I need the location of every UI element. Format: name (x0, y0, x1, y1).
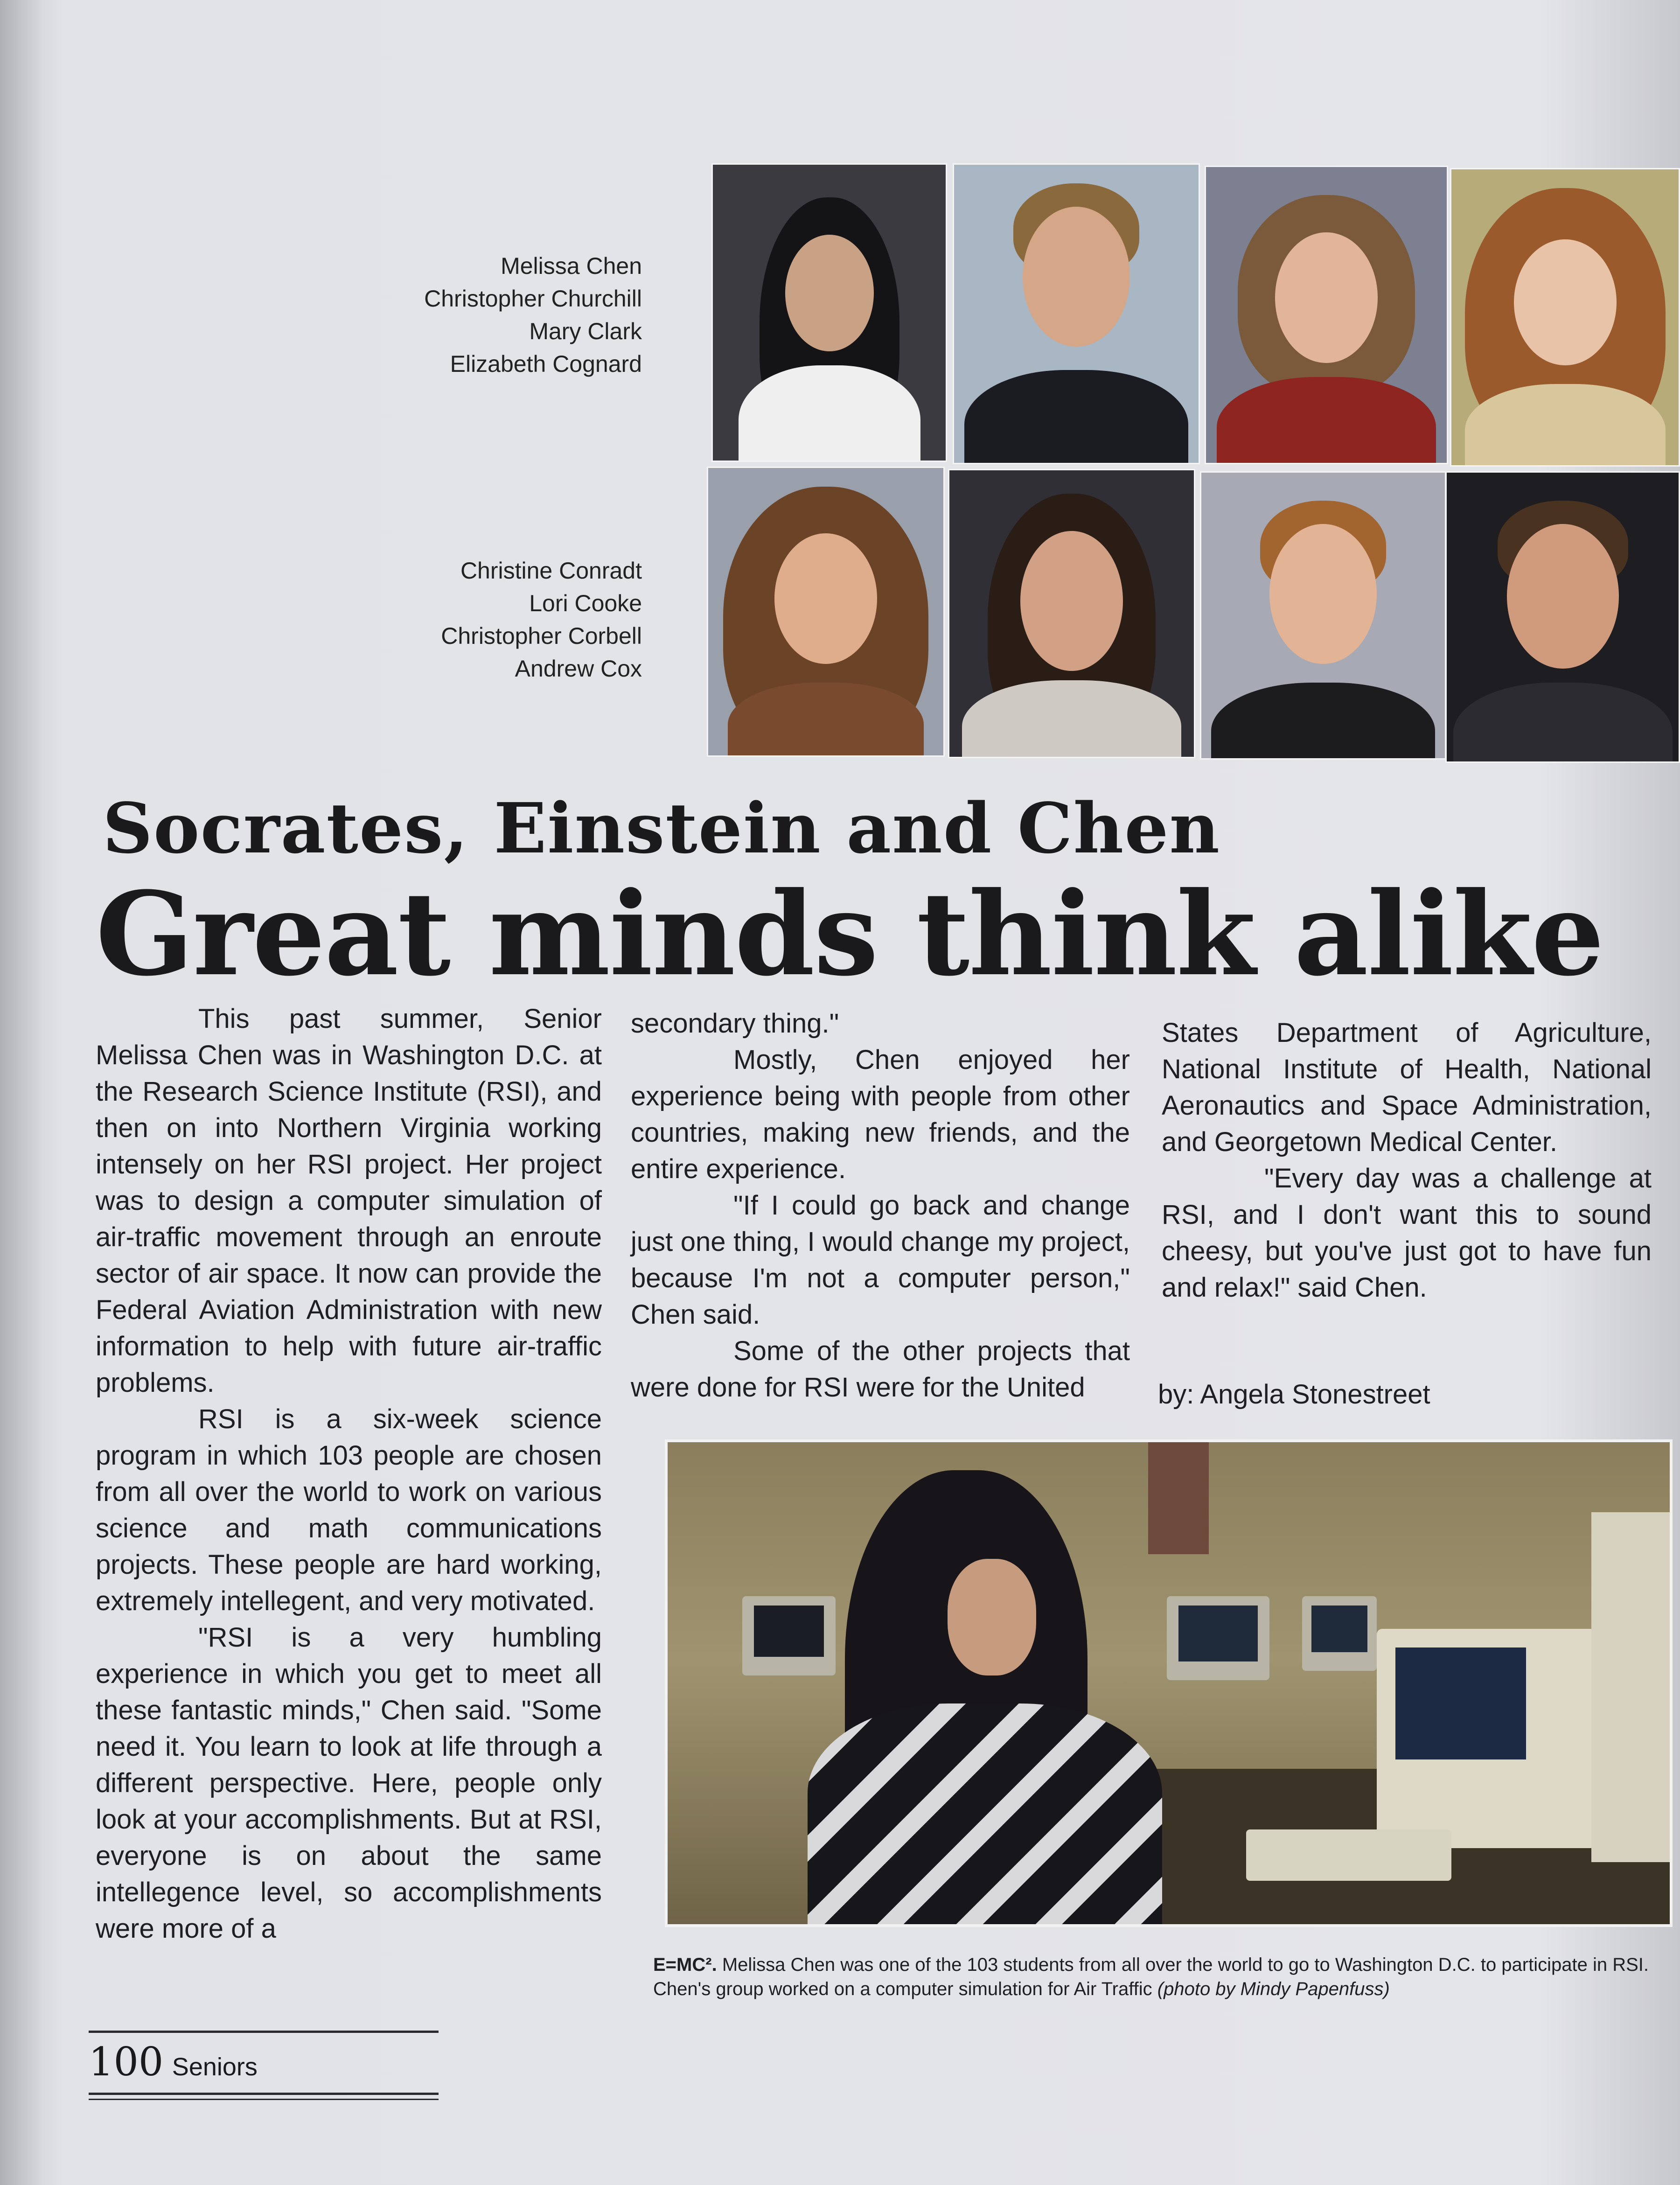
article-paragraph: "RSI is a very humbling experience in which you get to meet all these fantastic minds," Chen said. "Some need it. You learn to look at life through a different perspective. Here, people only look at your accomplishments. But at RSI, everyone is on about the same intellegence level, so accomplishments were more of a (96, 1622, 602, 1944)
article-paragraph: Mostly, Chen enjoyed her experience being with people from other countries, making new friends, and the entire experience. (631, 1045, 1130, 1184)
portrait-name: Andrew Cox (515, 656, 642, 682)
desk-computer (1302, 1596, 1377, 1671)
desk-computer (742, 1596, 836, 1675)
article-column-1 (96, 1001, 602, 1947)
portrait-names-row1 (424, 250, 642, 380)
photo-credit: (photo by Mindy Papenfuss) (1157, 1979, 1390, 1999)
portrait-name: Christopher Churchill (424, 286, 642, 312)
portrait-photo (1205, 166, 1448, 464)
article-paragraph: Some of the other projects that were done for RSI were for the United (631, 1336, 1130, 1403)
portrait-photo (711, 163, 947, 462)
computer-lab-photo (665, 1439, 1673, 1927)
caption-lead: E=MC². (653, 1955, 717, 1975)
portrait-name: Lori Cooke (529, 590, 642, 616)
photo-caption (653, 1953, 1675, 2001)
article-paragraph: RSI is a six-week science program in which 103 people are chosen from all over the world to work on various science and math communications projects. These people are hard working, extremely intellegent, and very motivated. (96, 1404, 602, 1616)
page-spine-shadow (0, 0, 42, 2185)
printer (1591, 1512, 1673, 1862)
caption-text: Melissa Chen was one of the 103 students from all over the world to go to Washington D.C. to participate in RSI. Chen's group worked on a computer simulation for Air Traffic (653, 1955, 1649, 1999)
portrait-name: Christine Conradt (460, 558, 642, 584)
portrait-name: Mary Clark (529, 318, 642, 344)
portrait-names-row2 (441, 554, 642, 685)
article-paragraph: "Every day was a challenge at RSI, and I don't want this to sound cheesy, but you've just got to have fun and relax!" said Chen. (1162, 1163, 1652, 1303)
student-face (948, 1559, 1036, 1675)
keyboard (1246, 1829, 1451, 1881)
page-number: 100 (89, 2039, 164, 2085)
article-paragraph: secondary thing." (631, 1008, 839, 1039)
student-sweater (808, 1703, 1162, 1927)
article-paragraph: "If I could go back and change just one thing, I would change my project, because I'm not a computer person," Chen said. (631, 1190, 1130, 1330)
page-folio (89, 2039, 258, 2085)
portrait-photo (948, 469, 1195, 758)
footer-rule-top (89, 2031, 439, 2033)
portrait-photo (1200, 471, 1446, 760)
portrait-photo (1445, 471, 1680, 763)
portrait-photo (1450, 168, 1680, 467)
section-name: Seniors (172, 2053, 258, 2081)
article-byline: by: Angela Stonestreet (1158, 1379, 1430, 1410)
footer-rule-bottom (89, 2093, 439, 2095)
wall-board (1148, 1442, 1209, 1554)
portrait-name: Elizabeth Cognard (450, 351, 642, 377)
main-computer (1377, 1629, 1596, 1848)
desk-computer (1167, 1596, 1269, 1680)
article-paragraph: States Department of Agriculture, National Institute of Health, National Aeronautics and Space Administration, and Georgetown Medical Center. (1162, 1018, 1652, 1157)
article-paragraph: This past summer, Senior Melissa Chen was in Washington D.C. at the Research Science Institute (RSI), and then on into Northern Virginia working intensely on her RSI project. Her project was to design a computer simulation of air-traffic movement through an enroute sector of air space. It now can provide the Federal Aviation Administration with new information to help with future air-traffic problems. (96, 1004, 602, 1398)
portrait-name: Christopher Corbell (441, 623, 642, 649)
article-column-3 (1162, 1015, 1652, 1306)
portrait-photo (953, 163, 1200, 464)
article-column-2 (631, 1005, 1130, 1406)
article-kicker: Socrates, Einstein and Chen (103, 788, 1220, 869)
article-headline: Great minds think alike (96, 867, 1603, 1002)
portrait-photo (707, 467, 945, 757)
footer-rule-bottom-2 (89, 2099, 439, 2100)
portrait-name: Melissa Chen (501, 253, 642, 279)
